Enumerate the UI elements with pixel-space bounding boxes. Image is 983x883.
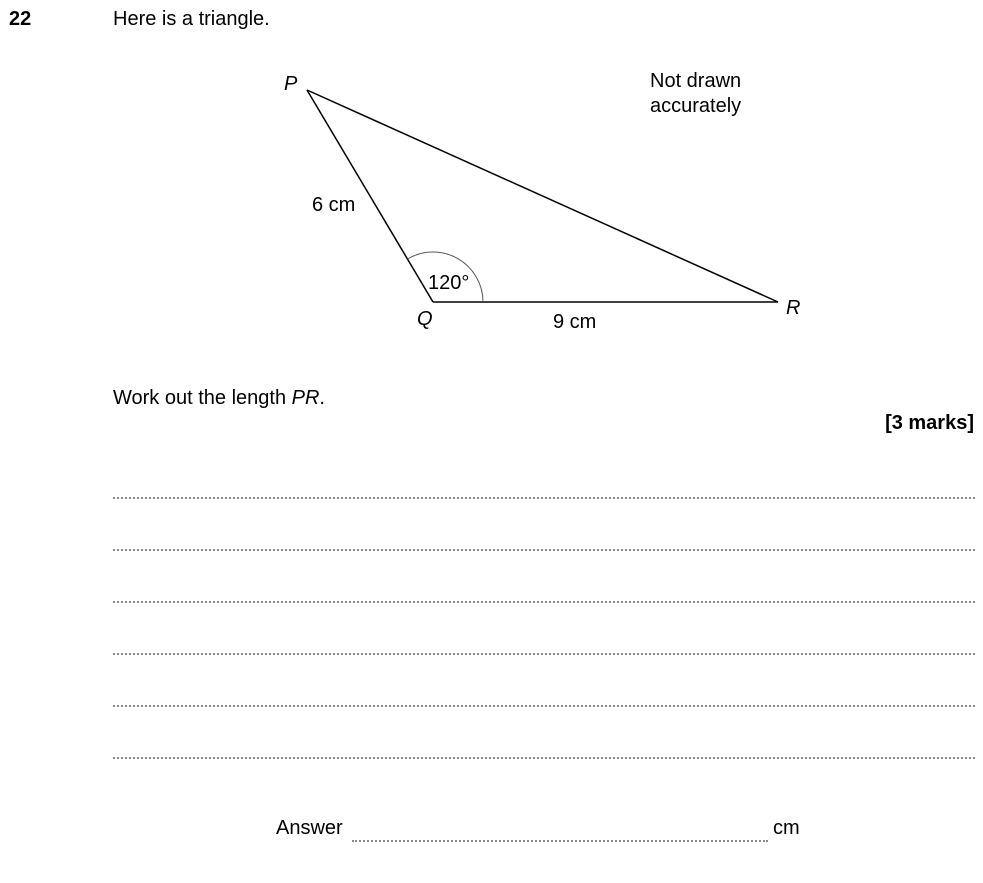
side-qr-label: 9 cm — [553, 311, 597, 333]
vertex-label-r: R — [786, 297, 801, 319]
answer-line — [352, 840, 768, 842]
prompt-segment-pr: PR — [291, 387, 320, 409]
vertex-label-q: Q — [417, 308, 433, 330]
not-drawn-note-line2: accurately — [650, 95, 742, 117]
working-line-1[interactable] — [113, 497, 975, 499]
vertex-label-p: P — [284, 73, 298, 95]
angle-q-label: 120° — [428, 272, 470, 294]
answer-label: Answer — [276, 817, 343, 839]
working-line-2[interactable] — [113, 549, 975, 551]
working-line-6[interactable] — [113, 757, 975, 759]
question-prompt — [113, 387, 325, 410]
prompt-text: Work out the length — [113, 387, 292, 409]
marks-label: [3 marks] — [885, 412, 974, 434]
side-pr — [307, 90, 778, 302]
prompt-suffix: . — [319, 387, 325, 409]
answer-unit: cm — [773, 817, 800, 839]
answer-input[interactable] — [352, 814, 768, 840]
not-drawn-note-line1: Not drawn — [650, 70, 742, 92]
working-line-3[interactable] — [113, 601, 975, 603]
triangle-diagram — [0, 0, 983, 360]
working-line-4[interactable] — [113, 653, 975, 655]
working-line-5[interactable] — [113, 705, 975, 707]
question-number: 22 — [9, 8, 32, 30]
side-pq-label: 6 cm — [312, 194, 356, 216]
question-intro: Here is a triangle. — [113, 8, 270, 30]
